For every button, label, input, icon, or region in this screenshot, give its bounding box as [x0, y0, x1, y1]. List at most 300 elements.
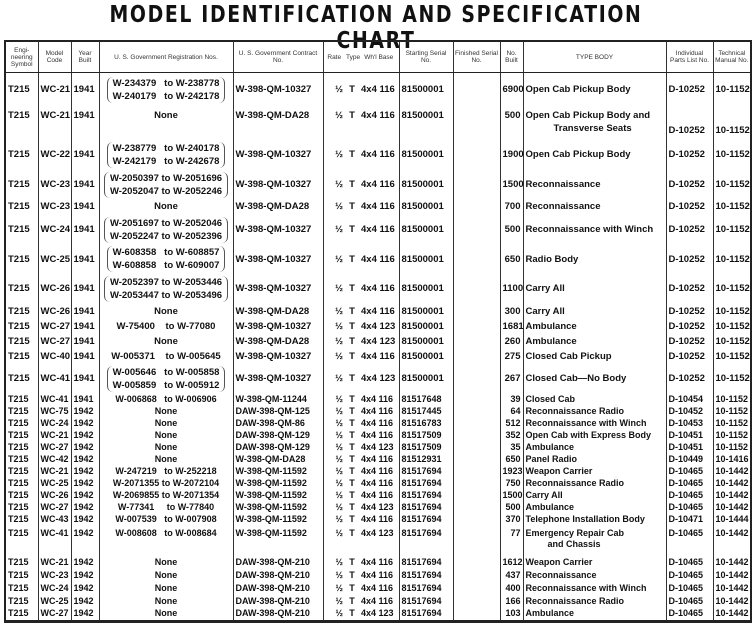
wheel-base: 4x4 116: [361, 514, 394, 524]
wheel-base: 4x4 116: [361, 595, 394, 606]
rate: ½: [323, 478, 345, 490]
engineering-symbol: T215: [5, 107, 38, 139]
table-row: [5, 526, 751, 556]
registration-line: None: [154, 406, 178, 416]
no-built: 400: [500, 582, 523, 595]
contract-no: W-398-QM-10327: [233, 73, 323, 107]
rate: ½: [323, 139, 345, 171]
starting-serial: 81517648: [399, 394, 453, 406]
contract-no: W-398-QM-10327: [233, 215, 323, 245]
rate: ½: [323, 608, 345, 622]
type-body-line: Open Cab Pickup Body: [525, 149, 631, 160]
no-built: 500: [500, 107, 523, 139]
header-contract-no: U. S. Government Contract No.: [233, 41, 323, 73]
year-built: 1941: [71, 73, 99, 107]
registration-nos: [99, 73, 233, 107]
registration-line: W-2071355 to W-2072104: [112, 478, 220, 488]
starting-serial: 81500001: [399, 139, 453, 171]
technical-manual-no: 10-1444: [713, 514, 751, 526]
wheel-base: 4x4 123: [361, 320, 396, 332]
header-type-body: TYPE BODY: [523, 41, 666, 73]
type-body: [523, 334, 666, 349]
finished-serial: [453, 569, 500, 582]
finished-serial: [453, 526, 500, 556]
registration-nos: [99, 394, 233, 406]
finished-serial: [453, 364, 500, 394]
wheel-base: 4x4 116: [361, 149, 395, 160]
model-code: WC-21: [38, 430, 71, 442]
model-code: WC-21: [38, 73, 71, 107]
registration-line: W-608358 to W-608857: [112, 247, 220, 258]
registration-nos: [99, 304, 233, 319]
no-built: 1900: [500, 139, 523, 171]
technical-manual-no: 10-1442: [713, 595, 751, 608]
starting-serial: 81500001: [399, 364, 453, 394]
finished-serial: [453, 274, 500, 304]
contract-no: W-398-QM-11592: [233, 514, 323, 526]
engineering-symbol: T215: [5, 608, 38, 622]
starting-serial: 81500001: [399, 349, 453, 364]
type: T: [349, 478, 355, 488]
model-code: WC-27: [38, 608, 71, 622]
registration-line: W-005646 to W-005858: [112, 366, 220, 378]
parts-list-no: D-10452: [666, 406, 713, 418]
parts-list-no: D-10451: [666, 442, 713, 454]
registration-range: [102, 528, 231, 539]
technical-manual-no: 10-1152: [713, 245, 751, 274]
registration-nos: [99, 274, 233, 304]
wheel-base: 4x4 123: [361, 442, 394, 452]
registration-nos: [99, 107, 233, 139]
technical-manual-no: 10-1152: [713, 406, 751, 418]
rate: ½: [323, 73, 345, 107]
registration-range: [104, 276, 228, 302]
engineering-symbol: T215: [5, 274, 38, 304]
no-built: 260: [500, 334, 523, 349]
finished-serial: [453, 139, 500, 171]
year-built: 1942: [71, 418, 99, 430]
technical-manual-no: 10-1152: [713, 139, 751, 171]
no-built: 1923: [500, 466, 523, 478]
starting-serial: 81500001: [399, 304, 453, 319]
header-engineering-symbol: Engi-neering Symbol: [5, 41, 38, 73]
registration-line: None: [154, 305, 178, 317]
registration-line: W-608858 to W-609007: [112, 260, 220, 271]
engineering-symbol: T215: [5, 569, 38, 582]
no-built: 500: [500, 215, 523, 245]
technical-manual-no: 10-1442: [713, 569, 751, 582]
type-body: [523, 430, 666, 442]
engineering-symbol: T215: [5, 304, 38, 319]
wheel-base: 4x4 116: [361, 224, 395, 235]
wheel-base: 4x4 116: [361, 418, 394, 428]
registration-line: None: [154, 569, 178, 580]
type-body: [523, 502, 666, 514]
engineering-symbol: T215: [5, 466, 38, 478]
registration-line: None: [154, 430, 178, 440]
type: T: [349, 490, 355, 500]
type-body-line: Carry All: [525, 283, 565, 294]
starting-serial: 81516783: [399, 418, 453, 430]
wheel-base: 4x4 116: [361, 394, 394, 404]
parts-list-no: D-10465: [666, 569, 713, 582]
rate: ½: [323, 274, 345, 304]
registration-range: [102, 454, 231, 465]
year-built: 1941: [71, 215, 99, 245]
contract-no: W-398-QM-DA28: [233, 334, 323, 349]
contract-no: W-398-QM-10327: [233, 274, 323, 304]
model-code: WC-25: [38, 245, 71, 274]
type: T: [349, 84, 355, 96]
type-body: [523, 406, 666, 418]
engineering-symbol: T215: [5, 364, 38, 394]
rate: ½: [323, 466, 345, 478]
engineering-symbol: T215: [5, 406, 38, 418]
starting-serial: 81517509: [399, 430, 453, 442]
engineering-symbol: T215: [5, 526, 38, 556]
registration-line: W-006868 to W-006906: [115, 394, 217, 404]
wheel-base: 4x4 116: [361, 253, 395, 265]
engineering-symbol: T215: [5, 334, 38, 349]
no-built: 300: [500, 304, 523, 319]
technical-manual-no: 10-1152: [713, 349, 751, 364]
type-body-line: Ambulance: [525, 502, 575, 512]
registration-line: W-77341 to W-77840: [117, 502, 215, 512]
registration-line: W-2069855 to W-2071354: [112, 490, 220, 500]
engineering-symbol: T215: [5, 442, 38, 454]
specification-table: [4, 40, 752, 623]
finished-serial: [453, 319, 500, 334]
technical-manual-no: 10-1152: [713, 73, 751, 107]
finished-serial: [453, 199, 500, 215]
table-row: [5, 406, 751, 418]
parts-list-no: D-10252: [666, 73, 713, 107]
engineering-symbol: T215: [5, 502, 38, 514]
type-body-line: Carry All: [525, 490, 563, 500]
contract-no: W-398-QM-11592: [233, 478, 323, 490]
type-body: [523, 364, 666, 394]
header-no-built: No. Built: [500, 41, 523, 73]
registration-line: W-2051697 to W-2052046: [109, 217, 223, 229]
year-built: 1941: [71, 139, 99, 171]
registration-range: [102, 442, 231, 453]
model-code: WC-27: [38, 319, 71, 334]
type: T: [349, 514, 355, 524]
parts-list-no: D-10465: [666, 478, 713, 490]
contract-no: W-398-QM-11592: [233, 502, 323, 514]
type-body: [523, 171, 666, 199]
type: T: [349, 201, 355, 212]
finished-serial: [453, 406, 500, 418]
starting-serial: 81500001: [399, 274, 453, 304]
rate: ½: [323, 364, 345, 394]
starting-serial: 81500001: [399, 73, 453, 107]
registration-nos: [99, 418, 233, 430]
type: T: [349, 253, 355, 265]
contract-no: DAW-398-QM-129: [233, 442, 323, 454]
table-row: [5, 442, 751, 454]
starting-serial: 81517694: [399, 595, 453, 608]
contract-no: DAW-398-QM-210: [233, 556, 323, 569]
type: T: [349, 556, 355, 567]
parts-list-no: D-10252: [666, 139, 713, 171]
finished-serial: [453, 349, 500, 364]
type-body: [523, 73, 666, 107]
contract-no: W-398-QM-DA28: [233, 454, 323, 466]
registration-range: [107, 77, 226, 103]
type: T: [349, 283, 355, 294]
no-built: 650: [500, 454, 523, 466]
starting-serial: 81500001: [399, 199, 453, 215]
registration-line: None: [154, 418, 178, 428]
model-code: WC-43: [38, 514, 71, 526]
registration-range: [102, 350, 231, 363]
starting-serial: 81517694: [399, 502, 453, 514]
technical-manual-no: 10-1152: [713, 334, 751, 349]
type-body-line: Reconnaissance Radio: [525, 595, 625, 606]
finished-serial: [453, 430, 500, 442]
registration-range: [102, 430, 231, 441]
model-code: WC-41: [38, 364, 71, 394]
technical-manual-no: 10-1152: [713, 171, 751, 199]
engineering-symbol: T215: [5, 478, 38, 490]
contract-no: DAW-398-QM-210: [233, 595, 323, 608]
type-body-line: Reconnaissance with Winch: [525, 582, 647, 593]
model-code: WC-42: [38, 454, 71, 466]
starting-serial: 81500001: [399, 334, 453, 349]
model-code: WC-21: [38, 466, 71, 478]
table-row: [5, 274, 751, 304]
finished-serial: [453, 442, 500, 454]
registration-nos: [99, 319, 233, 334]
registration-range: [107, 366, 226, 392]
table-row: [5, 171, 751, 199]
type-body: [523, 442, 666, 454]
type-body: [523, 556, 666, 569]
engineering-symbol: T215: [5, 319, 38, 334]
rate: ½: [323, 582, 345, 595]
wheel-base: 4x4 116: [361, 490, 394, 500]
rate: ½: [323, 454, 345, 466]
type-body: [523, 304, 666, 319]
year-built: 1942: [71, 490, 99, 502]
wheel-base: 4x4 116: [361, 430, 394, 440]
rate: ½: [323, 199, 345, 215]
engineering-symbol: T215: [5, 215, 38, 245]
rate: ½: [323, 304, 345, 319]
no-built: 1612: [500, 556, 523, 569]
type-body-line: Transverse Seats: [553, 122, 632, 134]
year-built: 1941: [71, 364, 99, 394]
table-row: [5, 364, 751, 394]
model-code: WC-41: [38, 526, 71, 556]
technical-manual-no: 10-1152: [713, 418, 751, 430]
wheel-base: 4x4 116: [361, 283, 395, 294]
starting-serial: 81512931: [399, 454, 453, 466]
registration-range: [102, 502, 231, 513]
registration-nos: [99, 514, 233, 526]
technical-manual-no: 10-1152: [713, 304, 751, 319]
starting-serial: 81517694: [399, 556, 453, 569]
technical-manual-no: 10-1442: [713, 556, 751, 569]
parts-list-no: D-10465: [666, 526, 713, 556]
rate: ½: [323, 526, 345, 556]
technical-manual-no: 10-1152: [713, 319, 751, 334]
rate: ½: [323, 490, 345, 502]
rate: ½: [323, 349, 345, 364]
registration-line: W-2053447 to W-2053496: [109, 289, 223, 301]
year-built: 1941: [71, 394, 99, 406]
type: T: [349, 442, 355, 452]
parts-list-no: D-10252: [666, 245, 713, 274]
rate: ½: [323, 319, 345, 334]
engineering-symbol: T215: [5, 73, 38, 107]
year-built: 1942: [71, 406, 99, 418]
table-row: [5, 139, 751, 171]
type-body: [523, 319, 666, 334]
model-code: WC-21: [38, 556, 71, 569]
engineering-symbol: T215: [5, 245, 38, 274]
type: T: [349, 109, 355, 121]
no-built: 1500: [500, 171, 523, 199]
rate: ½: [323, 107, 345, 139]
model-code: WC-27: [38, 442, 71, 454]
type: T: [349, 335, 355, 347]
engineering-symbol: T215: [5, 430, 38, 442]
model-code: WC-21: [38, 107, 71, 139]
starting-serial: 81517694: [399, 582, 453, 595]
type: T: [349, 418, 355, 428]
type: T: [349, 454, 355, 464]
registration-line: W-75400 to W-77080: [116, 320, 216, 332]
engineering-symbol: T215: [5, 171, 38, 199]
no-built: 6900: [500, 73, 523, 107]
registration-range: [102, 557, 231, 568]
registration-line: None: [154, 109, 178, 121]
engineering-symbol: T215: [5, 556, 38, 569]
type-body-line: Ambulance: [525, 442, 575, 452]
table-row: [5, 430, 751, 442]
registration-line: W-005371 to W-005645: [111, 350, 221, 362]
engineering-symbol: T215: [5, 582, 38, 595]
registration-nos: [99, 349, 233, 364]
no-built: 352: [500, 430, 523, 442]
header-model-code: Model Code: [38, 41, 71, 73]
year-built: 1941: [71, 274, 99, 304]
finished-serial: [453, 334, 500, 349]
table-row: [5, 608, 751, 622]
type-body: [523, 349, 666, 364]
registration-nos: [99, 171, 233, 199]
wheel-base: 4x4 116: [361, 201, 395, 212]
table-row: [5, 490, 751, 502]
year-built: 1942: [71, 514, 99, 526]
rate: ½: [323, 245, 345, 274]
registration-range: [102, 394, 231, 405]
engineering-symbol: T215: [5, 199, 38, 215]
technical-manual-no: 10-1442: [713, 582, 751, 595]
type-body-line: Closed Cab: [525, 394, 576, 404]
model-code: WC-26: [38, 274, 71, 304]
rate: ½: [323, 394, 345, 406]
rate: ½: [323, 171, 345, 199]
table-row: [5, 215, 751, 245]
wheel-base: 4x4 116: [361, 109, 395, 121]
year-built: 1942: [71, 442, 99, 454]
type: T: [349, 502, 355, 512]
type: T: [349, 305, 355, 317]
type: T: [349, 320, 355, 332]
type-body: [523, 215, 666, 245]
type-body-line: Panel Radio: [525, 454, 578, 464]
table-row: [5, 595, 751, 608]
no-built: 35: [500, 442, 523, 454]
type-body-line: Reconnaissance with Winch: [525, 418, 647, 428]
parts-list-no: D-10454: [666, 394, 713, 406]
type: T: [349, 527, 355, 538]
header-row: [5, 41, 751, 73]
parts-list-no: D-10465: [666, 582, 713, 595]
table-row: [5, 514, 751, 526]
parts-list-no: D-10252: [666, 107, 713, 139]
contract-no: DAW-398-QM-86: [233, 418, 323, 430]
registration-line: W-2052247 to W-2052396: [109, 230, 223, 242]
starting-serial: 81517694: [399, 490, 453, 502]
registration-nos: [99, 595, 233, 608]
starting-serial: 81517694: [399, 514, 453, 526]
type-body-line: Open Cab Pickup Body: [525, 84, 631, 96]
contract-no: W-398-QM-DA28: [233, 107, 323, 139]
registration-nos: [99, 406, 233, 418]
type-body-line: Closed Cab Pickup: [525, 350, 612, 362]
type-body-line: Open Cab Pickup Body and: [525, 109, 651, 121]
finished-serial: [453, 245, 500, 274]
technical-manual-no: 10-1152: [713, 394, 751, 406]
no-built: 1681: [500, 319, 523, 334]
registration-range: [102, 570, 231, 581]
registration-range: [102, 406, 231, 417]
finished-serial: [453, 454, 500, 466]
contract-no: W-398-QM-11592: [233, 466, 323, 478]
finished-serial: [453, 73, 500, 107]
type-body-line: Closed Cab—No Body: [525, 373, 627, 384]
type-body-line: Reconnaissance: [525, 201, 601, 212]
type-body-line: Telephone Installation Body: [525, 514, 645, 524]
finished-serial: [453, 304, 500, 319]
registration-nos: [99, 526, 233, 556]
engineering-symbol: T215: [5, 454, 38, 466]
no-built: 267: [500, 364, 523, 394]
contract-no: W-398-QM-10327: [233, 245, 323, 274]
registration-range: [102, 583, 231, 594]
model-code: WC-25: [38, 595, 71, 608]
model-code: WC-23: [38, 199, 71, 215]
finished-serial: [453, 107, 500, 139]
table-row: [5, 349, 751, 364]
wheel-base: 4x4 123: [361, 608, 394, 619]
registration-nos: [99, 245, 233, 274]
type-body: [523, 245, 666, 274]
model-code: WC-23: [38, 569, 71, 582]
no-built: 1500: [500, 490, 523, 502]
rate: ½: [323, 595, 345, 608]
registration-line: W-008608 to W-008684: [115, 527, 217, 538]
parts-list-no: D-10252: [666, 199, 713, 215]
contract-no: DAW-398-QM-210: [233, 608, 323, 622]
parts-list-no: D-10451: [666, 430, 713, 442]
no-built: 77: [500, 526, 523, 556]
engineering-symbol: T215: [5, 514, 38, 526]
